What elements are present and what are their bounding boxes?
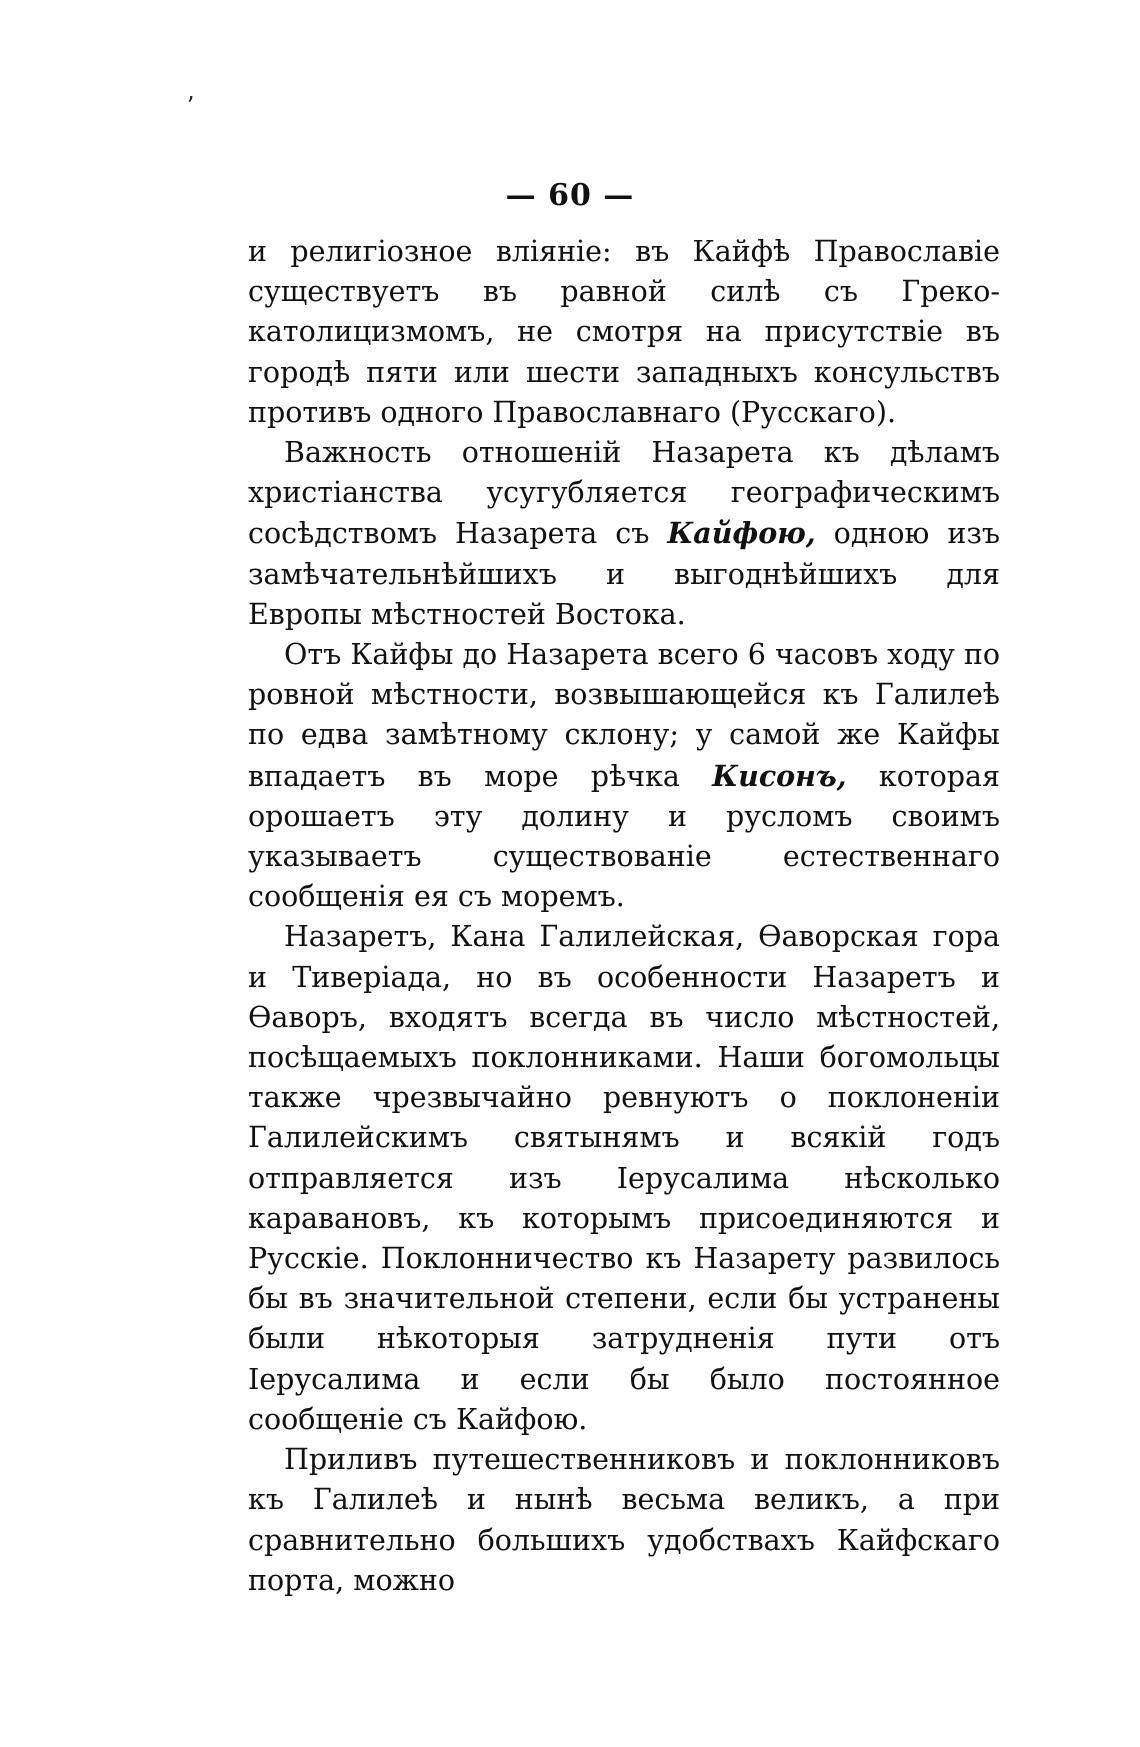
paragraph-4: Назаретъ, Кана Галилейская, Ѳаворская гора и Тиверіада, но въ особенности Назаретъ и Ѳаворъ, входятъ всегда въ число мѣстностей, посѣщаемыхъ поклонниками. Наши богомольцы также чрезвычайно ревнуютъ о поклоненіи Галилейскимъ святынямъ и всякій годъ отправляется изъ Іерусалима нѣсколько каравановъ, къ которымъ присоединяются и Русскіе. Поклонничество къ Назарету развилось бы въ значительной степени, если бы устранены были нѣкоторыя затрудненія пути отъ Іерусалима и если бы было постоянное сообщеніе съ Кайфою. — [248, 920, 1000, 1436]
paragraph-3-text: Отъ Кайфы до Назарета всего 6 часовъ ходу по ровной мѣстности, возвышающейся къ Галилеѣ по едва замѣтному склону; у самой же Кайфы впадаетъ въ море рѣчка — [248, 638, 1000, 793]
page-number: — 60 — — [505, 178, 635, 213]
paragraph-2-emphasis: Кайфою, — [667, 516, 816, 551]
body-text — [248, 232, 1000, 1601]
paragraph-5: Приливъ путешественниковъ и поклонниковъ къ Галилеѣ и нынѣ весьма великъ, а при сравнительно большихъ удобствахъ Кайфскаго порта, можно — [248, 1443, 1000, 1597]
paragraph-1: и религіозное вліяніе: въ Кайфѣ Православіе существуетъ въ равной силѣ съ Греко-католицизмомъ, не смотря на присутствіе въ городѣ пяти или шести западныхъ консульствъ противъ одного Православнаго (Русскаго). — [248, 235, 1000, 429]
paragraph-3-emphasis: Кисонъ, — [712, 758, 847, 793]
paragraph-2-text-end: одною изъ замѣчательнѣйшихъ и выгоднѣйшихъ для Европы мѣстностей Востока. — [248, 517, 1000, 631]
paragraph-3-text-end: которая орошаетъ эту долину и русломъ своимъ указываетъ существованіе естественнаго сообщенія ея съ моремъ. — [248, 759, 1001, 914]
margin-mark: ʼ — [186, 92, 194, 120]
paragraph-3 — [248, 635, 1000, 917]
paragraph-2-text: Важность отношеній Назарета къ дѣламъ христіанства усугубляется географическимъ сосѣдствомъ Назарета съ — [248, 436, 1000, 551]
paragraph-2 — [248, 433, 1000, 635]
